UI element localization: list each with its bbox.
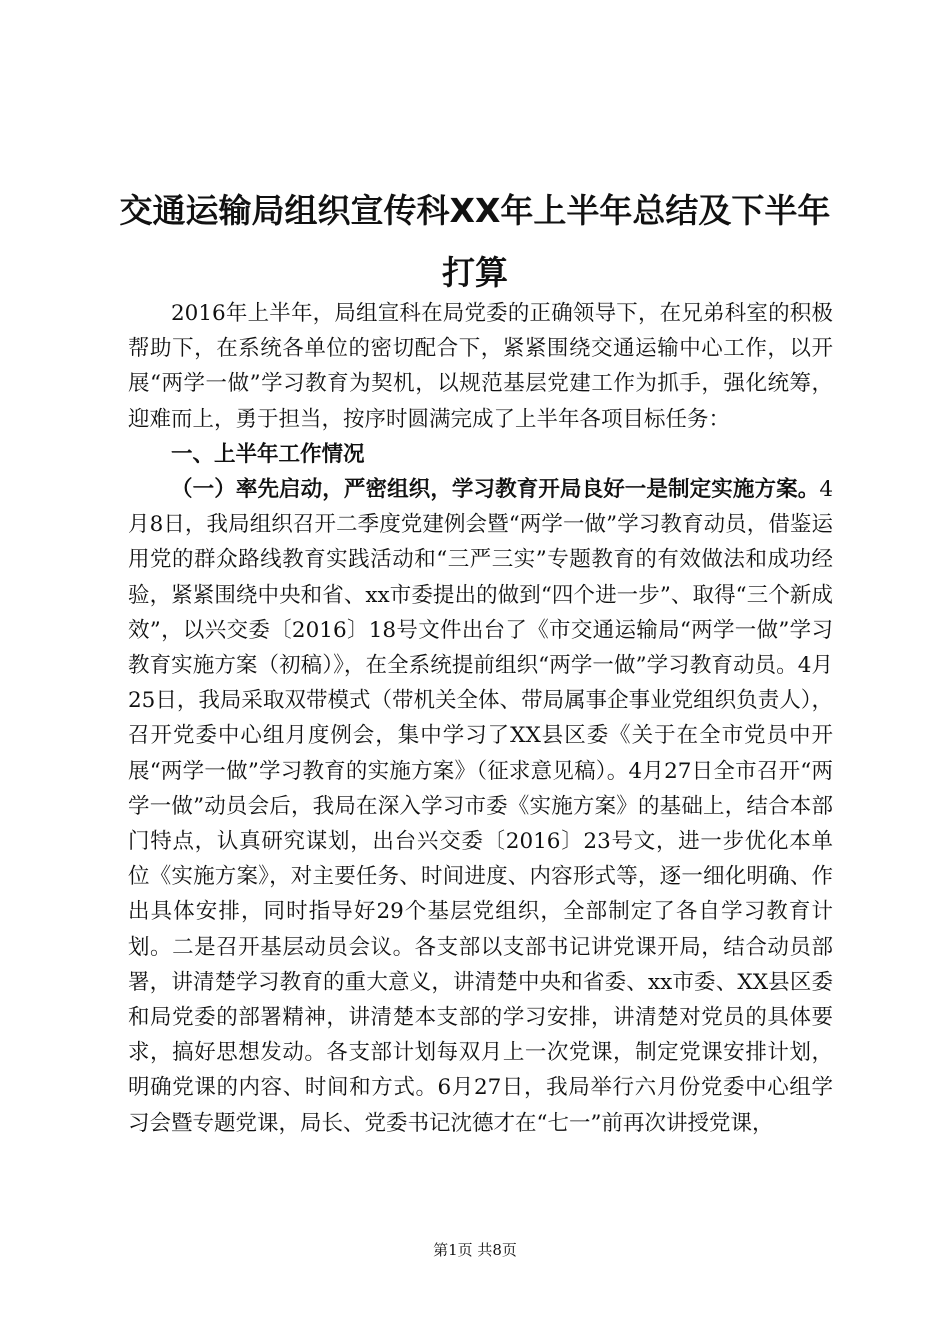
- page-footer: 第1页 共8页: [433, 1241, 517, 1259]
- subsection-bold-lead: （一）率先启动，严密组织，学习教育开局良好一是制定实施方案。: [171, 477, 820, 503]
- document-title: 交通运输局组织宣传科XX年上半年总结及下半年打算: [119, 191, 831, 292]
- document-body: [128, 296, 833, 1141]
- intro-paragraph: 2016年上半年，局组宣科在局党委的正确领导下，在兄弟科室的积极帮助下，在系统各单位的密切配合下，紧紧围绕交通运输中心工作，以开展“两学一做”学习教育为契机，以规范基层党建工作为抓手，强化统筹，迎难而上，勇于担当，按序时圆满完成了上半年各项目标任务：: [128, 301, 833, 432]
- subsection-text: 4月8日，我局组织召开二季度党建例会暨“两学一做”学习教育动员，借鉴运用党的群众路线教育实践活动和“三严三实”专题教育的有效做法和成功经验，紧紧围绕中央和省、xx市委提出的做到“四个进一步”、取得“三个新成效”，以兴交委〔2016〕18号文件出台了《市交通运输局“两学一做”学习教育实施方案（初稿）》，在全系统提前组织“两学一做”学习教育动员。4月25日，我局采取双带模式（带机关全体、带局属事企事业党组织负责人），召开党委中心组月度例会，集中学习了XX县区委《关于在全市党员中开展“两学一做”学习教育的实施方案》（征求意见稿）。4月27日全市召开“两学一做”动员会后，我局在深入学习市委《实施方案》的基础上，结合本部门特点，认真研究谋划，出台兴交委〔2016〕23号文，进一步优化本单位《实施方案》，对主要任务、时间进度、内容形式等，逐一细化明确、作出具体安排，同时指导好29个基层党组织，全部制定了各自学习教育计划。二是召开基层动员会议。各支部以支部书记讲党课开局，结合动员部署，讲清楚学习教育的重大意义，讲清楚中央和省委、xx市委、XX县区委和局党委的部署精神，讲清楚本支部的学习安排，讲清楚对党员的具体要求，搞好思想发动。各支部计划每双月上一次党课，制定党课安排计划，明确党课的内容、时间和方式。6月27日，我局举行六月份党委中心组学习会暨专题党课，局长、党委书记沈德才在“七一”前再次讲授党课，: [128, 477, 833, 1136]
- subsection-paragraph: [128, 472, 833, 1141]
- section-heading: 一、上半年工作情况: [171, 441, 365, 467]
